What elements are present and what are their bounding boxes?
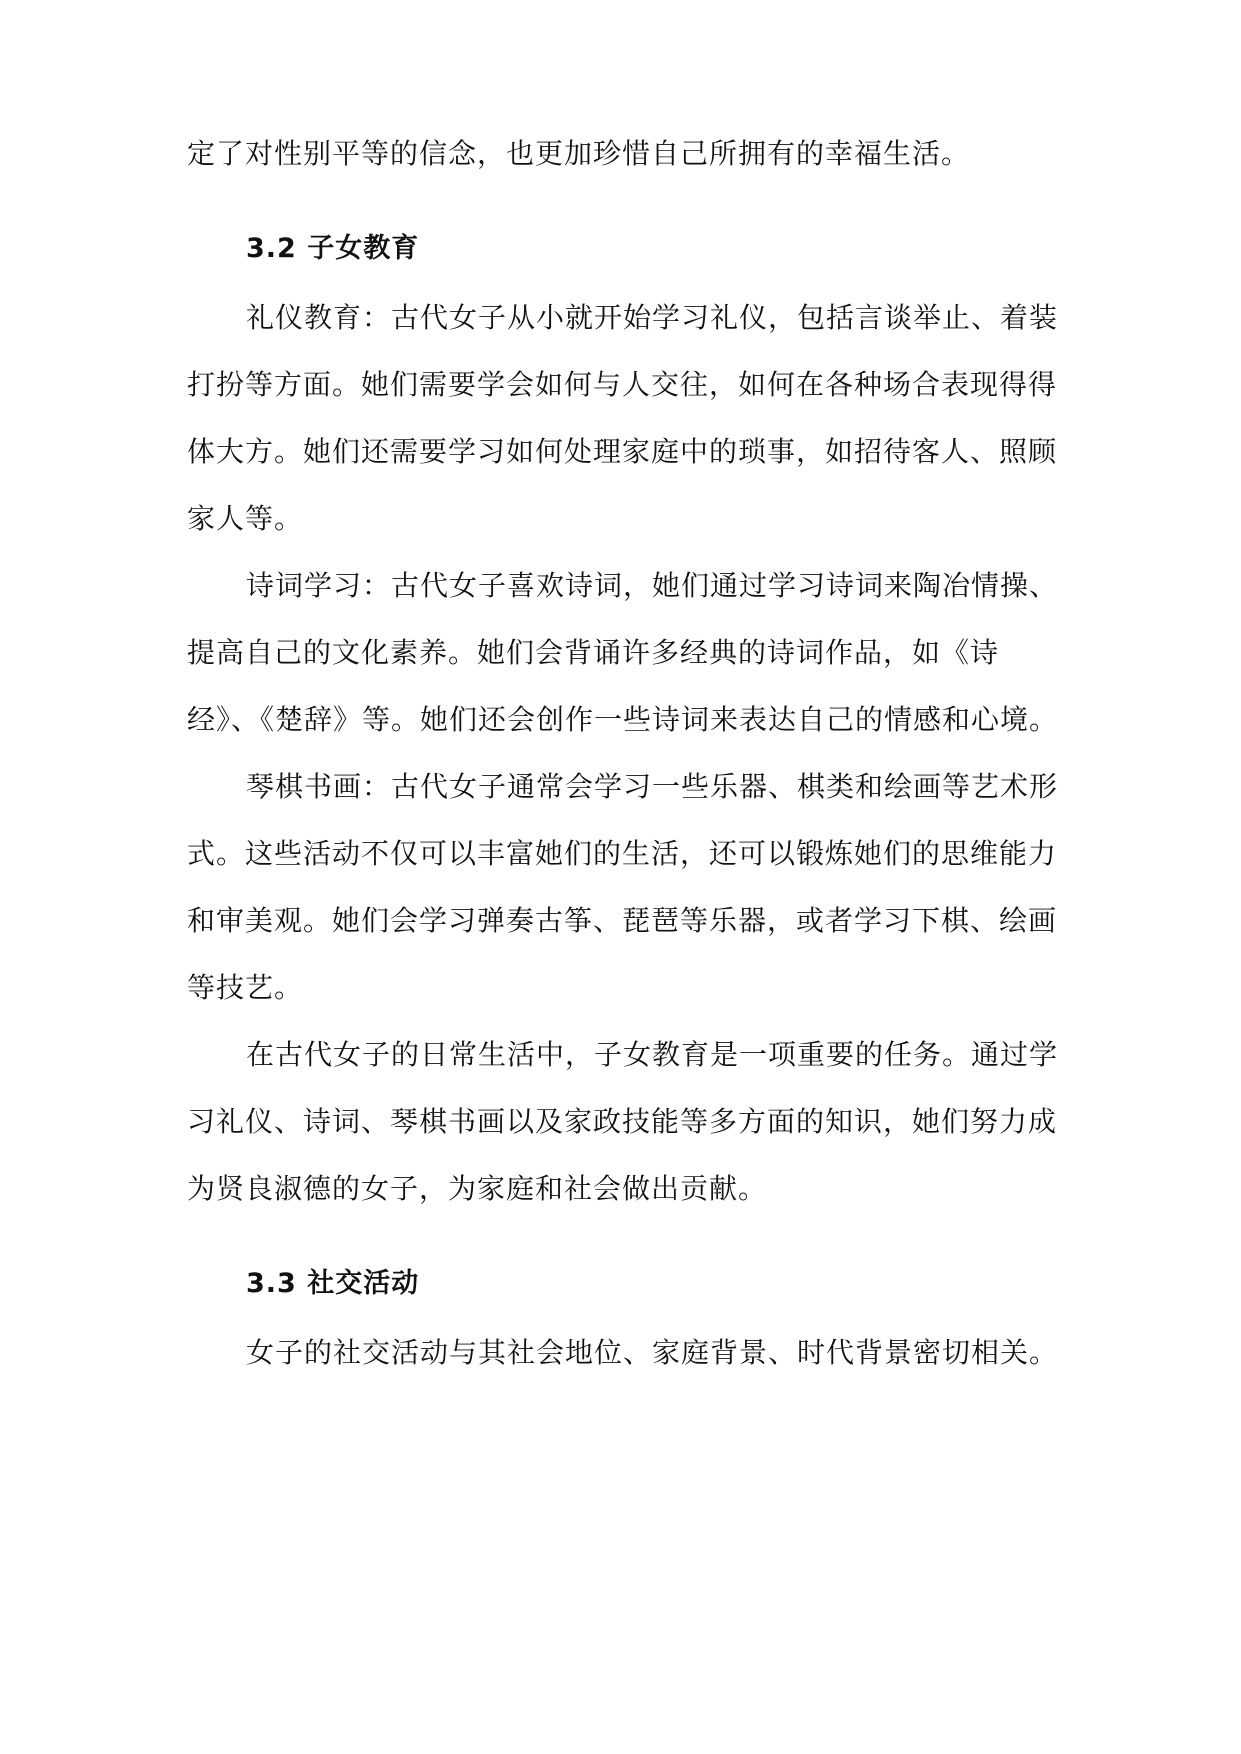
paragraph-arts-line: 等技艺。	[187, 971, 304, 1004]
paragraph-summary-line: 为贤良淑德的女子，为家庭和社会做出贡献。	[187, 1172, 768, 1205]
section-heading-3-3: 3.3 社交活动	[246, 1268, 420, 1299]
paragraph-poetry-line: 经》、《楚辞》等。她们还会创作一些诗词来表达自己的情感和心境。	[187, 703, 1059, 736]
paragraph-social-intro-line: 女子的社交活动与其社会地位、家庭背景、时代背景密切相关。	[246, 1336, 1059, 1369]
paragraph-etiquette-line: 体大方。她们还需要学习如何处理家庭中的琐事，如招待客人、照顾	[187, 435, 1058, 468]
paragraph-summary-line: 在古代女子的日常生活中，子女教育是一项重要的任务。通过学	[246, 1038, 1059, 1071]
paragraph-summary-line: 习礼仪、诗词、琴棋书画以及家政技能等多方面的知识，她们努力成	[187, 1105, 1058, 1138]
paragraph-arts-line: 琴棋书画：古代女子通常会学习一些乐器、棋类和绘画等艺术形	[246, 770, 1059, 803]
paragraph-arts-line: 和审美观。她们会学习弹奏古筝、琵琶等乐器，或者学习下棋、绘画	[187, 904, 1058, 937]
section-heading-3-2: 3.2 子女教育	[246, 233, 420, 264]
paragraph-poetry-line: 诗词学习：古代女子喜欢诗词，她们通过学习诗词来陶冶情操、	[246, 569, 1059, 602]
paragraph-poetry-line: 提高自己的文化素养。她们会背诵许多经典的诗词作品，如《诗	[187, 636, 1000, 669]
paragraph-continuation-line: 定了对性别平等的信念，也更加珍惜自己所拥有的幸福生活。	[187, 137, 971, 170]
paragraph-etiquette-line: 打扮等方面。她们需要学会如何与人交往，如何在各种场合表现得得	[187, 368, 1058, 401]
paragraph-arts-line: 式。这些活动不仅可以丰富她们的生活，还可以锻炼她们的思维能力	[187, 837, 1058, 870]
paragraph-etiquette-line: 礼仪教育：古代女子从小就开始学习礼仪，包括言谈举止、着装	[246, 301, 1059, 334]
paragraph-etiquette-line: 家人等。	[187, 502, 304, 535]
